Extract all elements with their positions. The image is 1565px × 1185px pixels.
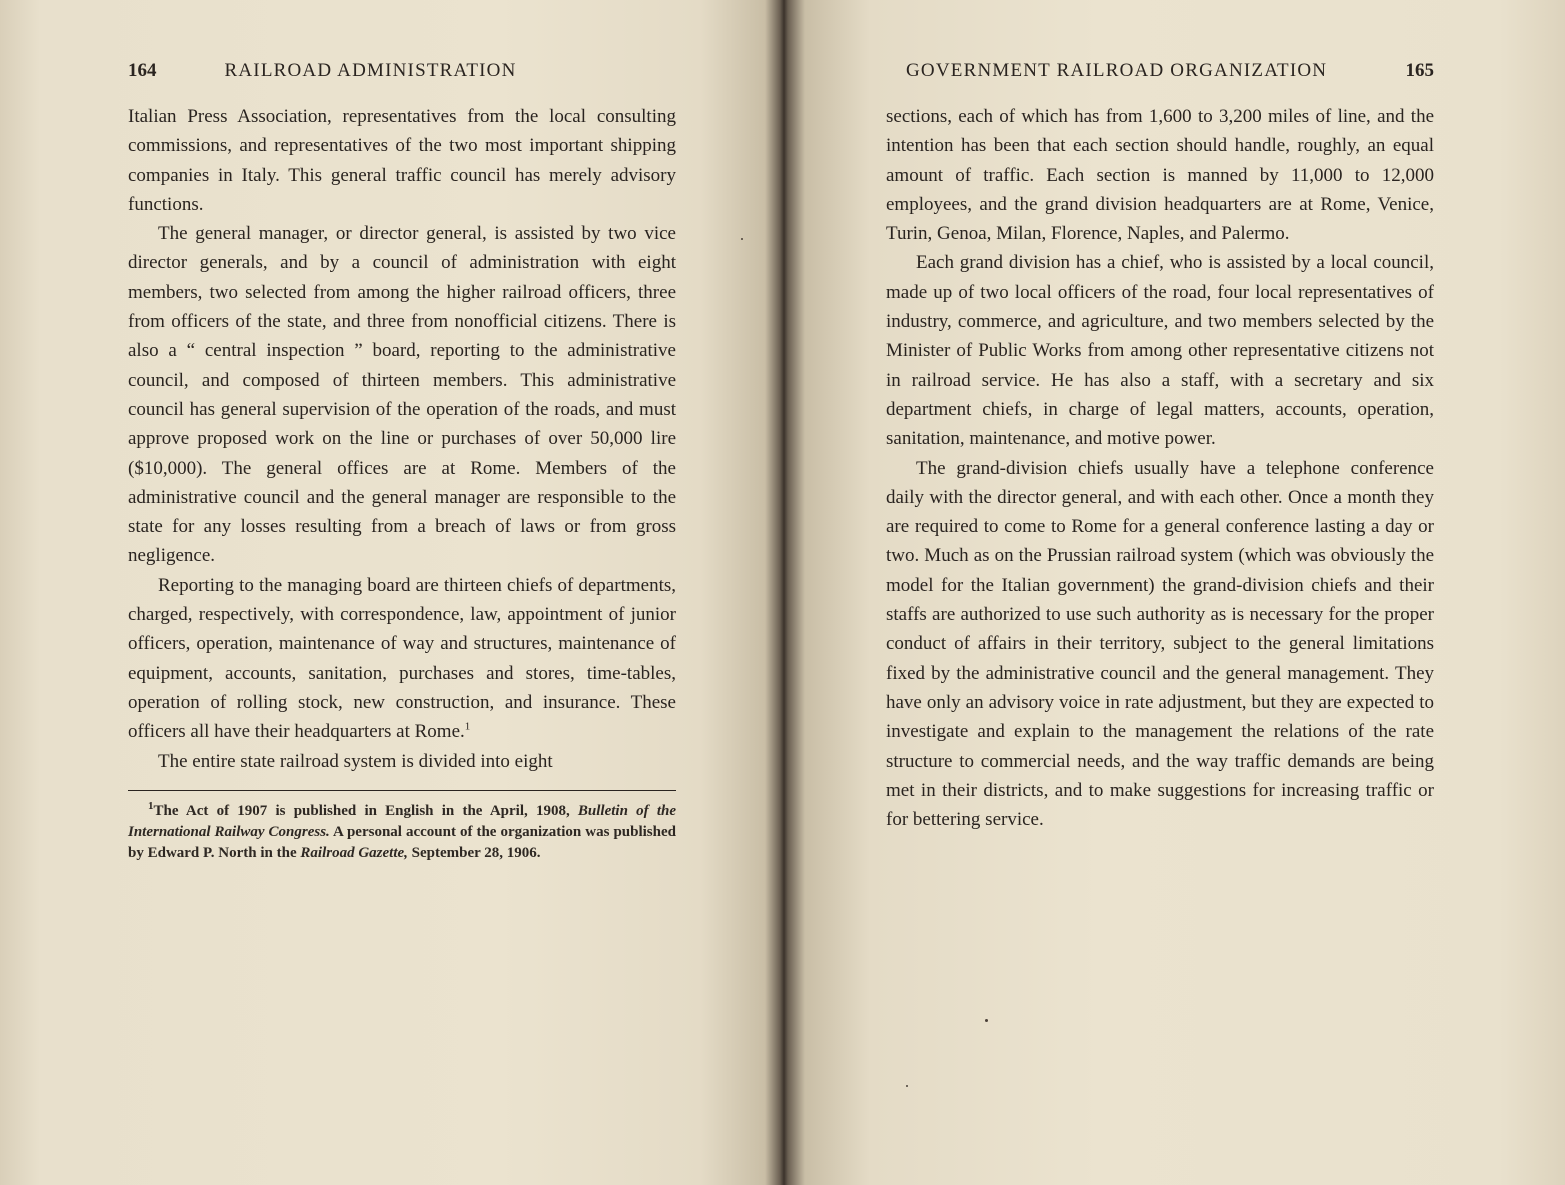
left-running-title: RAILROAD ADMINISTRATION [224, 60, 517, 81]
right-paragraph-2: Each grand division has a chief, who is assisted by a local council, made up of two local officers of the road, four local representatives of industry, commerce, and agriculture, and two members selected by the Minister of Public Works from among other representative citizens not in railroad service. He has also a staff, with a secretary and six department chiefs, in charge of legal matters, accounts, operation, sanitation, maintenance, and motive power. [886, 252, 1434, 450]
left-paragraph-1: Italian Press Association, representatives from the local consulting commissions, and representatives of the two most important shipping companies in Italy. This general traffic council has merely advisory functions. [128, 106, 676, 215]
right-page-number: 165 [1405, 60, 1434, 81]
paper-speck [985, 1019, 988, 1022]
left-paragraph-3-tail: These officers all have their headquarters at Rome. [128, 691, 676, 743]
footnote [128, 801, 676, 864]
right-running-head [886, 60, 1434, 96]
footnote-italic-a: Bulletin of the International Railway Congress. [128, 802, 676, 840]
left-paragraph-4: The entire state railroad system is divided into eight [158, 750, 553, 772]
footnote-marker: 1 [148, 799, 154, 812]
footnote-italic-b: Railroad Gazette, [300, 844, 408, 861]
right-page [886, 60, 1434, 834]
footnote-rule [128, 790, 676, 791]
footnote-text-a: The Act of 1907 is published in English in the April, 1908, [153, 802, 578, 819]
right-paragraph-3: The grand-division chiefs usually have a telephone conference daily with the director general, and with each other. Once a month they are required to come to Rome for a general conference lasting a day or two. Much as on the Prussian railroad system (which was obviously the model for the Italian government) the grand-division chiefs and their staffs are authorized to use such authority as is necessary for the proper conduct of affairs in their territory, subject to the general limitations fixed by the administrative council and the general management. They have only an advisory voice in rate adjustment, but they are expected to investigate and explain to the management the relations of the rate structure to commercial needs, and the way traffic demands are being met in their districts, and to make suggestions for increasing traffic or for bettering service. [886, 457, 1434, 831]
footnote-text-c: September 28, 1906. [407, 844, 541, 861]
left-running-head [128, 60, 676, 96]
left-paragraph-3 [128, 571, 676, 747]
left-paragraph-2: The general manager, or director general, is assisted by two vice director generals, and by a council of administration with eight members, two selected from among the higher railroad officers, three from officers of the state, and three from nonofficial citizens. There is also a “ central inspection ” board, reporting to the administrative council, and composed of thirteen members. This administrative council has general supervision of the operation of the roads, and must approve proposed work on the line or purchases of over 50,000 lire ($10,000). The general offices are at Rome. Members of the administrative council and the general manager are responsible to the state for any losses resulting from a breach of laws or from gross negligence. [128, 223, 676, 567]
left-paragraph-3-main: Reporting to the managing board are thirteen chiefs of departments, charged, respectively, with correspondence, law, appointment of junior officers, operation, maintenance of way and structures, maintenance of equipment, accounts, sanitation, purchases and stores, time-tables, operation of rolling stock, new construction, and insurance. [128, 574, 676, 713]
footnote-reference: 1 [464, 720, 471, 733]
left-page [128, 60, 676, 864]
left-page-number: 164 [128, 60, 157, 81]
footnote-text-b: A personal account of the organization was published by Edward P. North in the [128, 823, 676, 861]
paper-speck [741, 238, 743, 240]
paper-speck [906, 1085, 908, 1087]
right-running-title: GOVERNMENT RAILROAD ORGANIZATION [906, 60, 1328, 81]
right-paragraph-1: sections, each of which has from 1,600 to 3,200 miles of line, and the intention has been that each section should handle, roughly, an equal amount of traffic. Each section is manned by 11,000 to 12,000 employees, and the grand division headquarters are at Rome, Venice, Turin, Genoa, Milan, Florence, Naples, and Palermo. [886, 106, 1434, 245]
